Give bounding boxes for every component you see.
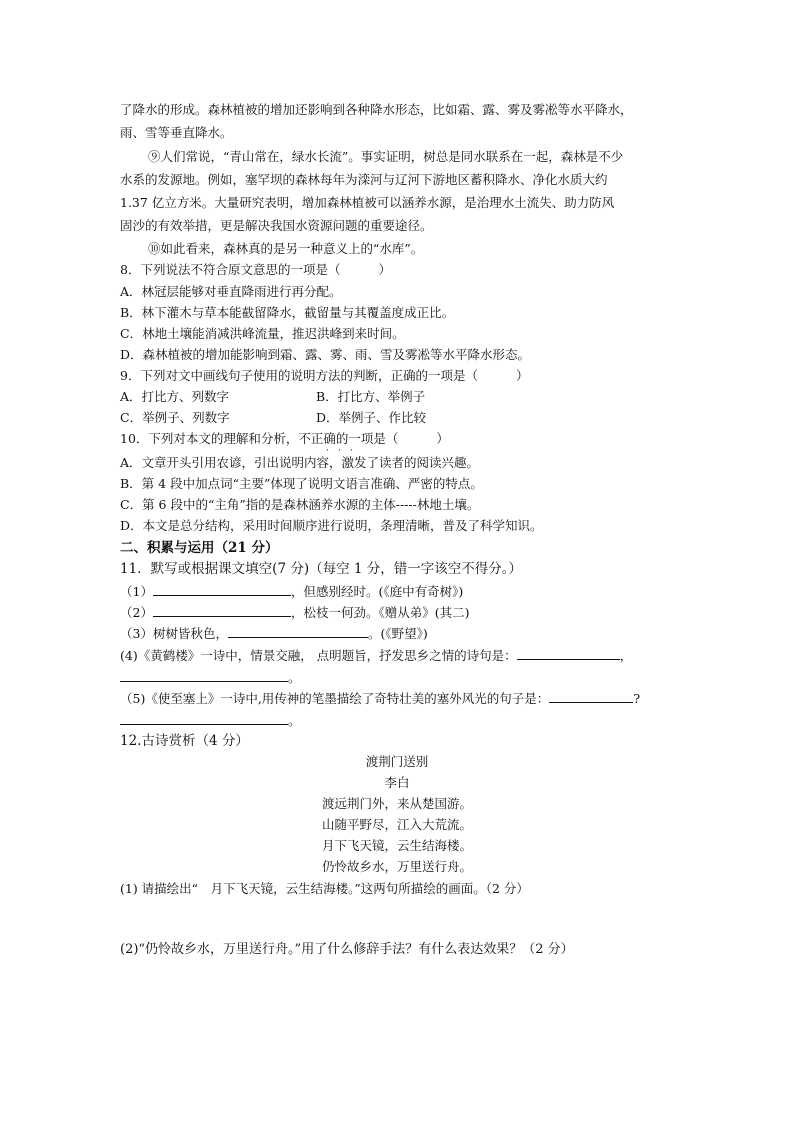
q11-item4-comma: ， <box>619 648 633 663</box>
q11-item5 <box>120 689 640 708</box>
passage-p8-line1: 了降水的形成。森林植被的增加还影响到各种降水形态，比如霜、露、雾及雾凇等水平降水， <box>120 102 633 117</box>
poem-author: 李白 <box>384 775 410 790</box>
q10-option-a: A．文章开头引用农谚，引出说明内容，激发了读者的阅读兴趣。 <box>120 455 480 470</box>
q11-item1-num: （1） <box>120 584 153 599</box>
poem-line: 渡远荆门外，来从楚国游。 <box>321 796 472 811</box>
q11-stem: 11．默写或根据课文填空(7 分)（每空 1 分，错一字该空不得分。） <box>120 561 523 577</box>
poem-title: 渡荆门送别 <box>365 754 429 769</box>
q8-option-c: C．林地土壤能消减洪峰流量，推迟洪峰到来时间。 <box>120 326 405 341</box>
emphasis-dot: · <box>326 446 329 456</box>
q11-item2-blank[interactable] <box>153 603 291 617</box>
poem-line: 仍怜故乡水，万里送行舟。 <box>321 859 472 874</box>
q8-stem-close: ） <box>378 262 391 277</box>
q9-options-row1 <box>120 388 229 406</box>
passage-p9-line4: 固沙的有效举措，更是解决我国水资源问题的重要途径。 <box>120 218 433 233</box>
passage-p10-line1: ⑩如此看来，森林真的是另一种意义上的“水库”。 <box>148 241 424 256</box>
passage-p9-line3: 1.37 亿立方米。大量研究表明，增加森林植被可以涵养水源，是治理水土流失、助力防风 <box>120 195 615 210</box>
q12-subquestion-1: (1) 请描绘出“ 月下飞天镜，云生结海楼。”这两句所描绘的画面。（2 分） <box>120 881 529 896</box>
q11-item5-cont <box>120 711 301 730</box>
q12-heading: 12.古诗赏析（4 分） <box>120 733 249 749</box>
q11-item4-text: (4)《黄鹤楼》一诗中，情景交融， 点明题旨，抒发思乡之情的诗句是： <box>120 648 517 663</box>
q10-option-d: D．本文是总分结构，采用时间顺序进行说明，条理清晰，普及了科学知识。 <box>120 518 543 533</box>
q9-stem-text: 9．下列对文中画线句子使用的说明方法的判断，正确的一项是（ <box>120 368 478 383</box>
q9-option-b: B．打比方、举例子 <box>316 389 426 404</box>
q8-stem-text: 8．下列说法不符合原文意思的一项是（ <box>120 262 341 277</box>
q11-item4 <box>120 646 632 665</box>
q11-item5-blank2[interactable] <box>120 711 288 725</box>
passage-p9-line2: 水系的发源地。例如，塞罕坝的森林每年为滦河与辽河下游地区蓄积降水、净化水质大约 <box>120 172 608 187</box>
q11-item4-blank1[interactable] <box>517 646 620 660</box>
q8-option-d: D．森林植被的增加能影响到霜、露、雾、雨、雪及雾凇等水平降水形态。 <box>120 347 531 362</box>
q11-item4-end: 。 <box>288 670 301 685</box>
q10-option-b: B．第 4 段中加点词“主要”体现了说明文语言准确、严密的特点。 <box>120 476 483 491</box>
passage-p8-line2: 雨、雪等垂直降水。 <box>120 125 233 140</box>
q11-item2 <box>120 603 469 622</box>
q9-stem <box>120 367 528 385</box>
q11-item4-cont <box>120 668 301 687</box>
q11-item5-text: （5)《使至塞上》一诗中,用传神的笔墨描绘了奇特壮美的塞外风光的句子是： <box>120 691 550 706</box>
q10-stem <box>120 430 449 448</box>
q11-item3-head: （3）树树皆秋色， <box>120 626 228 641</box>
poem-line: 月下飞天镜，云生结海楼。 <box>321 838 472 853</box>
q11-item1 <box>120 582 463 601</box>
q10-option-c: C．第 6 段中的“主角”指的是森林涵养水源的主体-----林地土壤。 <box>120 497 480 512</box>
q11-item3-tail: 。(《野望》) <box>367 626 428 641</box>
q10-stem-text: 10．下列对本文的理解和分析，不正确的一项是（ <box>120 431 399 446</box>
q9-option-d: D．举例子、作比较 <box>316 410 427 425</box>
passage-p9-line1: ⑨人们常说，“青山常在，绿水长流”。事实证明，树总是同水联系在一起，森林是不少 <box>148 149 624 164</box>
q9-stem-close: ） <box>515 368 529 383</box>
q11-item2-num: （2） <box>120 605 153 620</box>
emphasis-dot: · <box>350 446 353 456</box>
q11-item3 <box>120 624 428 643</box>
q8-stem <box>120 261 391 279</box>
q10-stem-close: ） <box>436 431 449 446</box>
poem-line: 山随平野尽，江入大荒流。 <box>321 817 472 832</box>
q11-item5-blank1[interactable] <box>549 689 633 703</box>
q8-option-a: A．林冠层能够对垂直降雨进行再分配。 <box>120 284 342 299</box>
q11-item2-tail: ，松枝一何劲。《赠从弟》(其二) <box>290 605 470 620</box>
q9-option-a: A．打比方、列数字 <box>120 389 230 404</box>
q11-item1-tail: ，但感别经时。(《庭中有奇树》) <box>290 584 464 599</box>
q11-item5-end: 。 <box>288 713 301 728</box>
q11-item4-blank2[interactable] <box>120 668 288 682</box>
q12-subquestion-2: (2)“仍怜故乡水，万里送行舟。”用了什么修辞手法？有什么表达效果？（2 分） <box>120 942 574 957</box>
q11-item5-q: ? <box>633 691 641 706</box>
emphasis-dot: · <box>338 446 341 456</box>
q8-option-b: B．林下灌木与草本能截留降水，截留量与其覆盖度成正比。 <box>120 305 455 320</box>
section2-heading: 二、积累与运用（21 分） <box>120 540 279 556</box>
q11-item3-blank[interactable] <box>228 624 368 638</box>
q11-item1-blank[interactable] <box>153 582 291 596</box>
q9-option-c: C．举例子、列数字 <box>120 410 230 425</box>
